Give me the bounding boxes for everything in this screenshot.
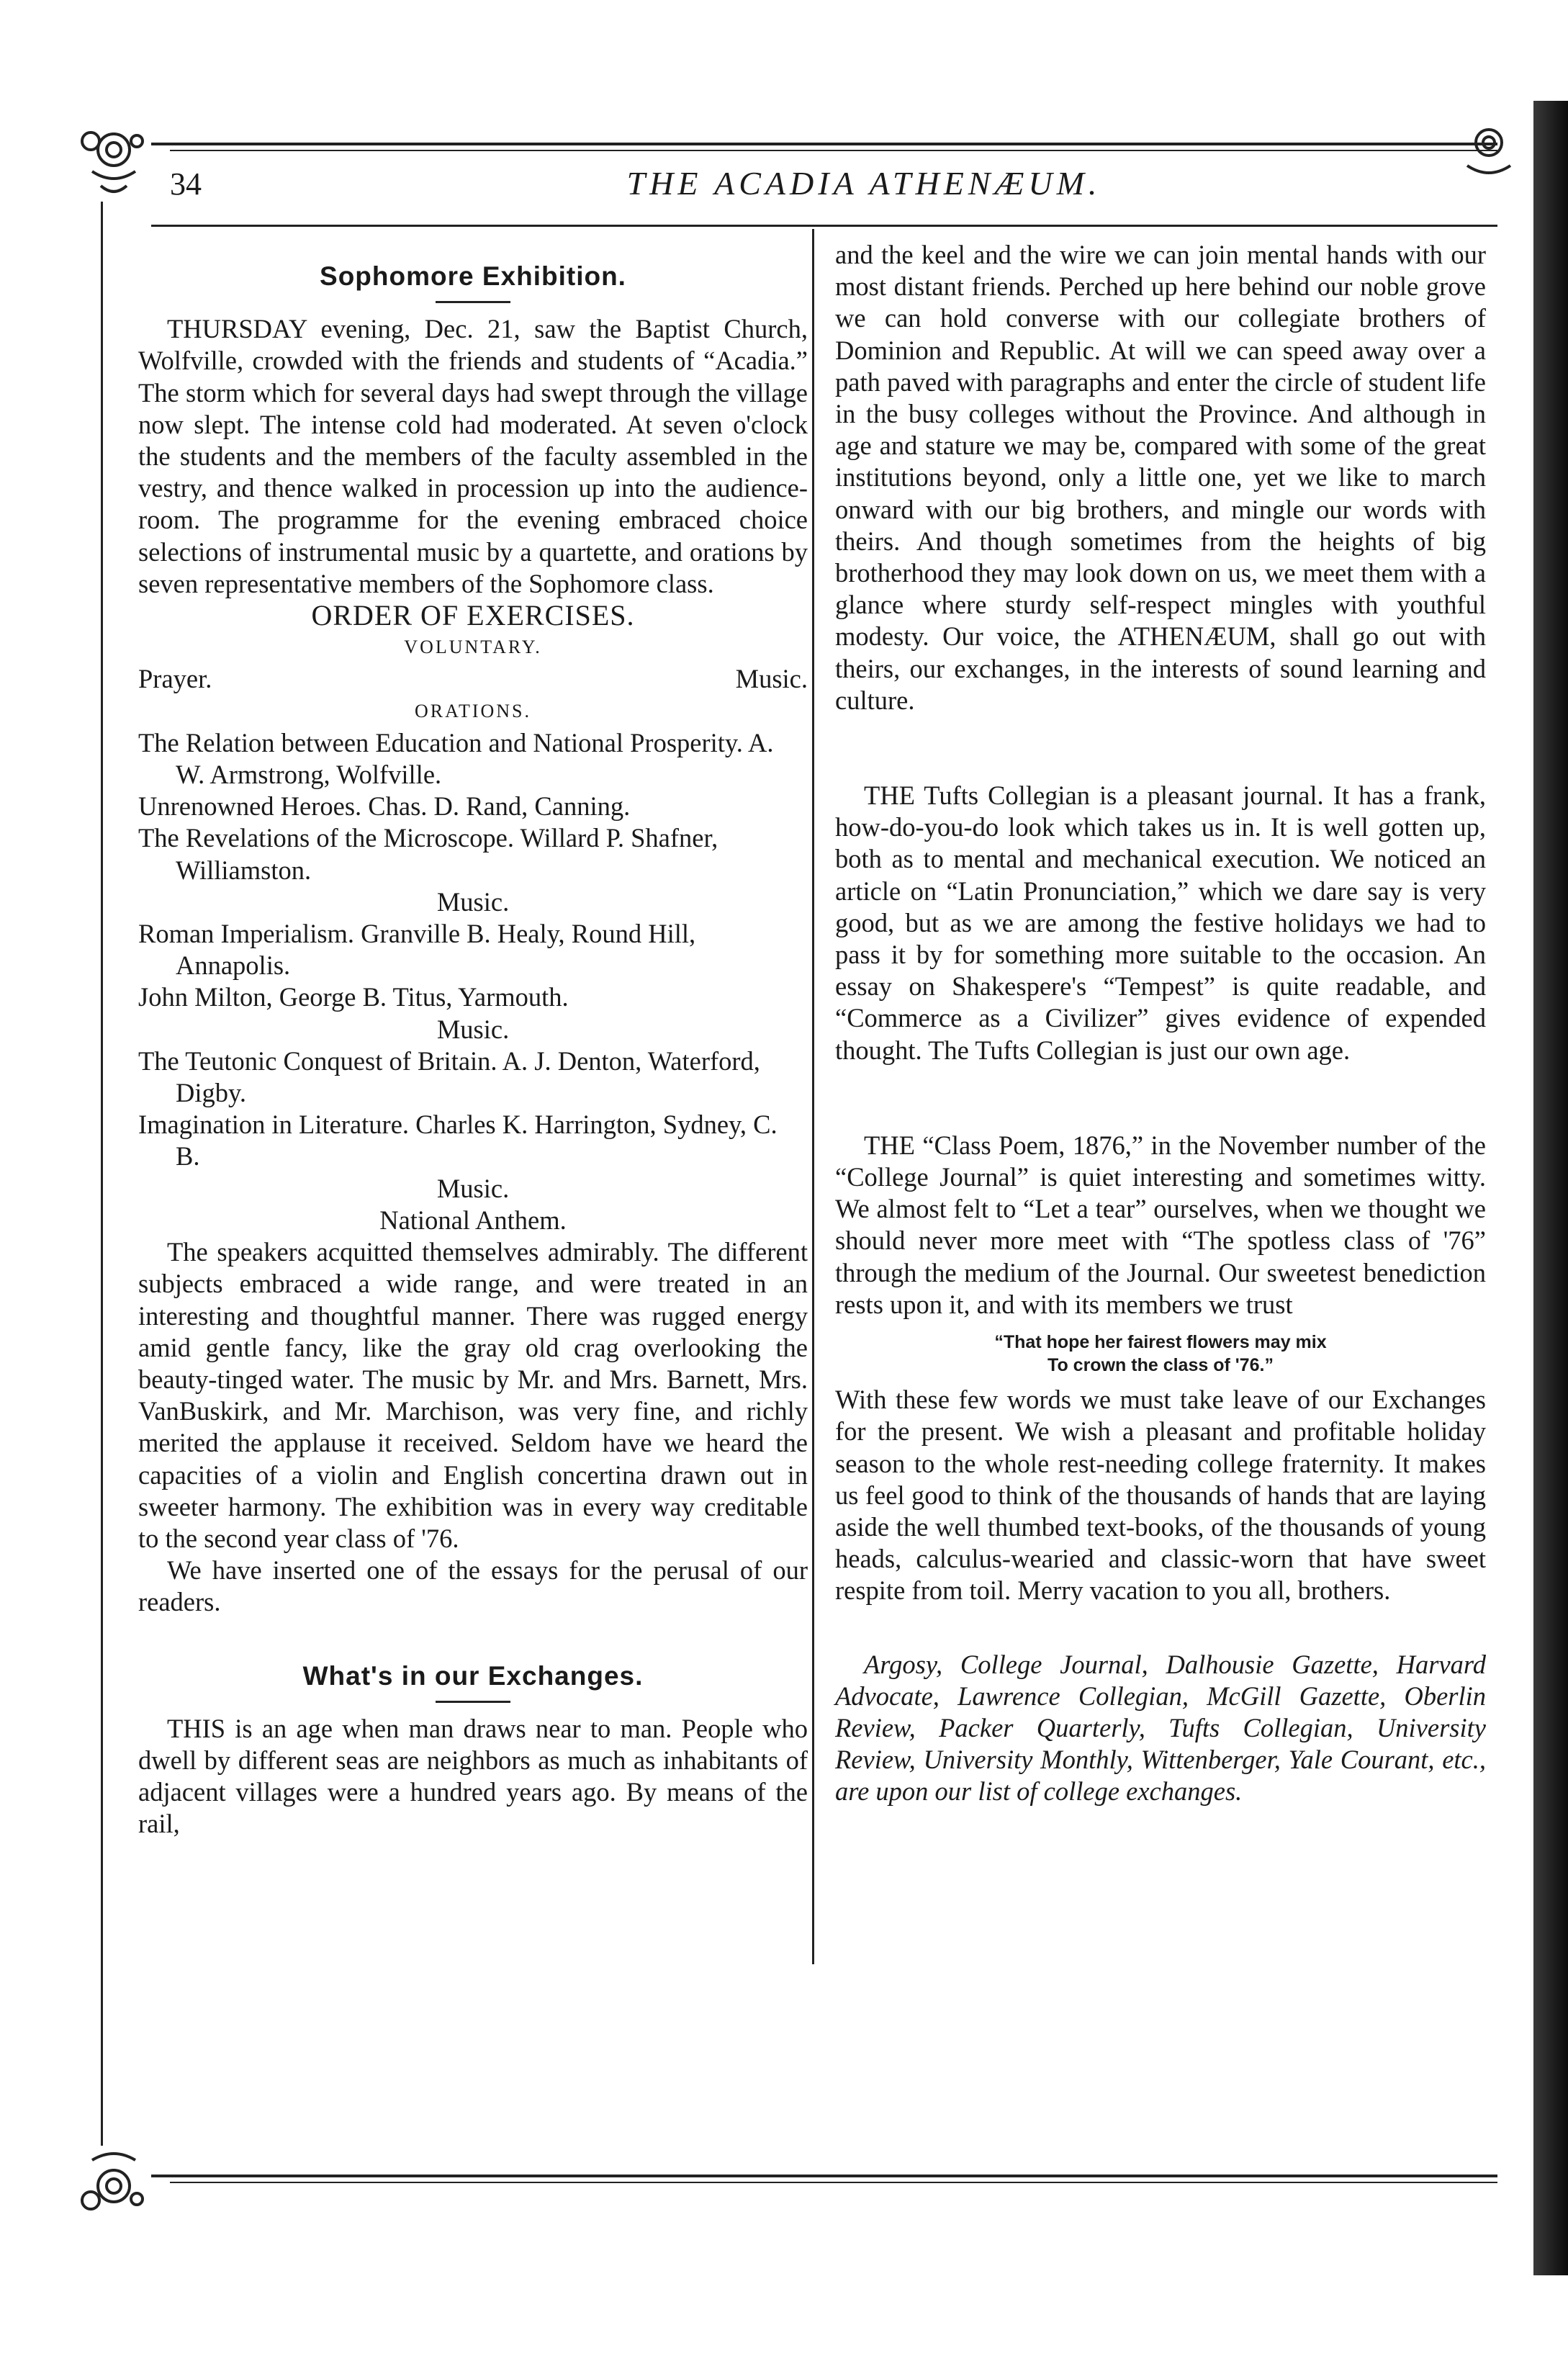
quote-line: “That hope her fairest flowers may mix [994,1332,1327,1353]
running-head: THE ACADIA ATHENÆUM. [626,165,1101,202]
oration-entry: The Teutonic Conquest of Britain. A. J. Denton, Waterford, Digby. [138,1045,760,1108]
program-item: Music. [436,1173,510,1203]
oration-entry: The Revelations of the Microscope. Willard P. Shafner, Williamston. [138,823,718,885]
title-rule [436,301,510,303]
program-label: ORATIONS. [414,700,532,721]
oration-entry: Unrenowned Heroes. Chas. D. Rand, Canning. [138,791,631,822]
oration-entry: The Relation between Education and National Prosperity. A. W. Armstrong, Wolfville. [138,727,774,790]
program-label: VOLUNTARY. [404,637,542,658]
oration-entry: John Milton, George B. Titus, Yarmouth. [138,982,569,1012]
article-paragraph: With these few words we must take leave of our Exchanges for the present. We wish a pleasant and profitable holiday season to the whole rest-needing college fraternity. It makes us feel good to think of the thousands of hands that are laying aside the well thumbed text-books, of the thousands of young heads, calculus-wearied and classic-worn that have sweet respite from toil. Merry vacation to you all, brothers. [835,1385,1486,1606]
article-paragraph: THE “Class Poem, 1876,” in the November number of the “College Journal” is quiet interesting and sometimes witty. We almost felt to “Let a tear” ourselves, when we thought we should never more meet with “The spotless class of '76” through the medium of the Journal. Our sweetest benediction rests upon it, and with its members we trust [835,1130,1486,1319]
program-item: Music. [436,886,510,917]
program-line [138,663,808,695]
program-item: Prayer. [138,664,212,694]
right-column [835,239,1486,1808]
article-paragraph: The speakers acquitted themselves admirably. The different subjects embraced a wide range, and were treated in an interesting and thoughtful manner. There was rugged energy amid gentle fancy, like the gray old crag overlooking the beauty-tinged water. The music by Mr. and Mrs. Barnett, Mrs. VanBuskirk, and Mr. Marchison, was very fine, and richly merited the applause it received. Seldom have we heard the capacities of a violin and English concertina drawn out in sweeter harmony. The exhibition was in every way creditable to the second year class of '76. [138,1237,808,1553]
verse-quote [835,1331,1486,1377]
program-item: National Anthem. [379,1205,567,1235]
article-paragraph: THURSDAY evening, Dec. 21, saw the Baptist Church, Wolfville, crowded with the friends and students of “Acadia.” The storm which for several days had swept through the village now slept. The intense cold had moderated. At seven o'clock the students and the members of the faculty assembled in the vestry, and thence walked in procession up into the audience-room. The programme for the evening embraced choice selections of instrumental music by a quartette, and orations by seven representative members of the Sophomore class. [138,314,808,598]
exchange-list: Argosy, College Journal, Dalhousie Gazette, Harvard Advocate, Lawrence Collegian, McGill Gazette, Oberlin Review, Packer Quarterly, Tufts Collegian, University Review, University Monthly, Wittenberger, Yale Courant, etc., are upon our list of college exchanges. [835,1649,1486,1807]
article-title: Sophomore Exhibition. [320,261,626,291]
quote-line: To crown the class of '76.” [1047,1355,1274,1376]
scan-shadow-edge [1533,101,1568,2275]
corner-ornament-icon [71,2139,157,2225]
left-border-rule [101,202,103,2146]
oration-entry: Imagination in Literature. Charles K. Harrington, Sydney, C. B. [138,1110,778,1171]
header-rule [151,225,1497,227]
bottom-border-rule [151,2175,1497,2177]
program-item: Music. [436,1014,510,1044]
top-border-rule [151,143,1497,145]
article-paragraph: We have inserted one of the essays for the perusal of our readers. [138,1555,808,1617]
article-title: What's in our Exchanges. [302,1660,644,1691]
program-item: Music. [735,664,808,694]
corner-ornament-icon [71,114,157,200]
corner-ornament-icon [1460,108,1525,194]
left-column [138,239,808,1840]
title-rule [436,1701,510,1703]
section-heading: ORDER OF EXERCISES. [311,599,635,632]
page-number: 34 [170,166,202,202]
bottom-border-rule-thin [170,2182,1497,2183]
article-paragraph: THIS is an age when man draws near to man. People who dwell by different seas are neighbors as much as inhabitants of adjacent villages were a hundred years ago. By means of the rail, [138,1713,808,1839]
top-border-rule-thin [170,150,1497,151]
oration-entry: Roman Imperialism. Granville B. Healy, Round Hill, Annapolis. [138,919,696,981]
article-paragraph: and the keel and the wire we can join mental hands with our most distant friends. Perched up here behind our noble grove we can hold converse with our collegiate brothers of Dominion and Republic. At will we can speed away over a path paved with paragraphs and enter the circle of student life in the busy colleges without the Province. And although in age and stature we may be, compared with some of the great institutions beyond, only a little one, yet we like to march onward with our big brothers, and mingle our words with theirs. And though sometimes from the heights of big brotherhood they may look down on us, we meet them with a glance where sturdy self-respect mingles with youthful modesty. Our voice, the ATHENÆUM, shall go out with theirs, our exchanges, in the interests of sound learning and culture. [835,240,1486,715]
article-paragraph: THE Tufts Collegian is a pleasant journal. It has a frank, how-do-you-do look which takes us in. It is well gotten up, both as to mental and mechanical execution. We noticed an article on “Latin Pronunciation,” which we dare say is very good, but as we are among the festive holidays we had to pass it by for something more suitable to the occasion. An essay on Shakespere's “Tempest” is quite readable, and “Commerce as a Civilizer” gives evidence of expended thought. The Tufts Collegian is just our own age. [835,781,1486,1065]
column-divider [812,229,814,1964]
